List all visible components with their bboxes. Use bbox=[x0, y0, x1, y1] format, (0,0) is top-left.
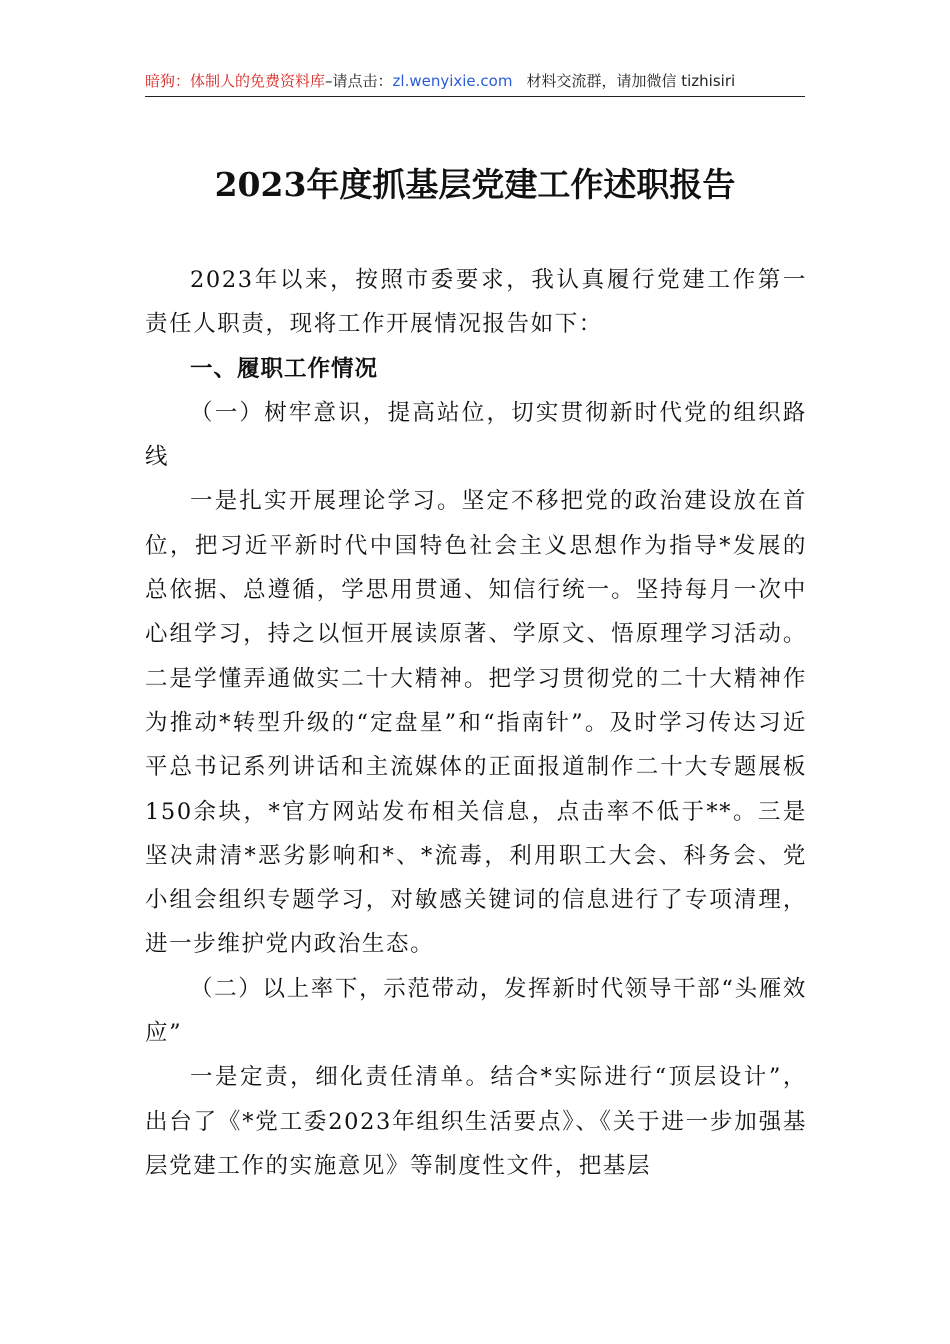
header-click-prefix: –请点击： bbox=[325, 72, 393, 90]
intro-paragraph: 2023年以来，按照市委要求，我认真履行党建工作第一责任人职责，现将工作开展情况报告如下： bbox=[145, 267, 807, 338]
body-paragraph-2: 一是定责，细化责任清单。结合*实际进行“顶层设计”，出台了《*党工委2023年组织生活要点》、《关于进一步加强基层党建工作的实施意见》等制度性文件，把基层 bbox=[145, 1064, 807, 1179]
page-header bbox=[145, 70, 805, 97]
body-paragraph-1: 一是扎实开展理论学习。坚定不移把党的政治建设放在首位，把习近平新时代中国特色社会主义思想作为指导*发展的总依据、总遵循，学思用贯通、知信行统一。坚持每月一次中心组学习，持之以恒开展读原著、学原文、悟原理学习活动。二是学懂弄通做实二十大精神。把学习贯彻党的二十大精神作为推动*转型升级的“定盘星”和“指南针”。及时学习传达习近平总书记系列讲话和主流媒体的正面报道制作二十大专题展板150余块，*官方网站发布相关信息，点击率不低于**。三是坚决肃清*恶劣影响和*、*流毒，利用职工大会、科务会、党小组会组织专题学习，对敏感关键词的信息进行了专项清理，进一步维护党内政治生态。 bbox=[145, 488, 807, 958]
header-source-text: 暗狗：体制人的免费资料库 bbox=[145, 72, 326, 90]
subsection-heading-2: （二）以上率下，示范带动，发挥新时代领导干部“头雁效应” bbox=[145, 975, 807, 1047]
document-title: 2023年度抓基层党建工作述职报告 bbox=[214, 165, 736, 204]
section-heading-1: 一、履职工作情况 bbox=[190, 355, 379, 382]
header-url-link[interactable]: zl.wenyixie.com bbox=[392, 72, 513, 90]
header-contact-text: 材料交流群，请加微信 tizhisiri bbox=[526, 72, 736, 90]
subsection-heading-1: （一）树牢意识，提高站位，切实贯彻新时代党的组织路线 bbox=[145, 399, 807, 471]
document-body bbox=[145, 258, 807, 1188]
